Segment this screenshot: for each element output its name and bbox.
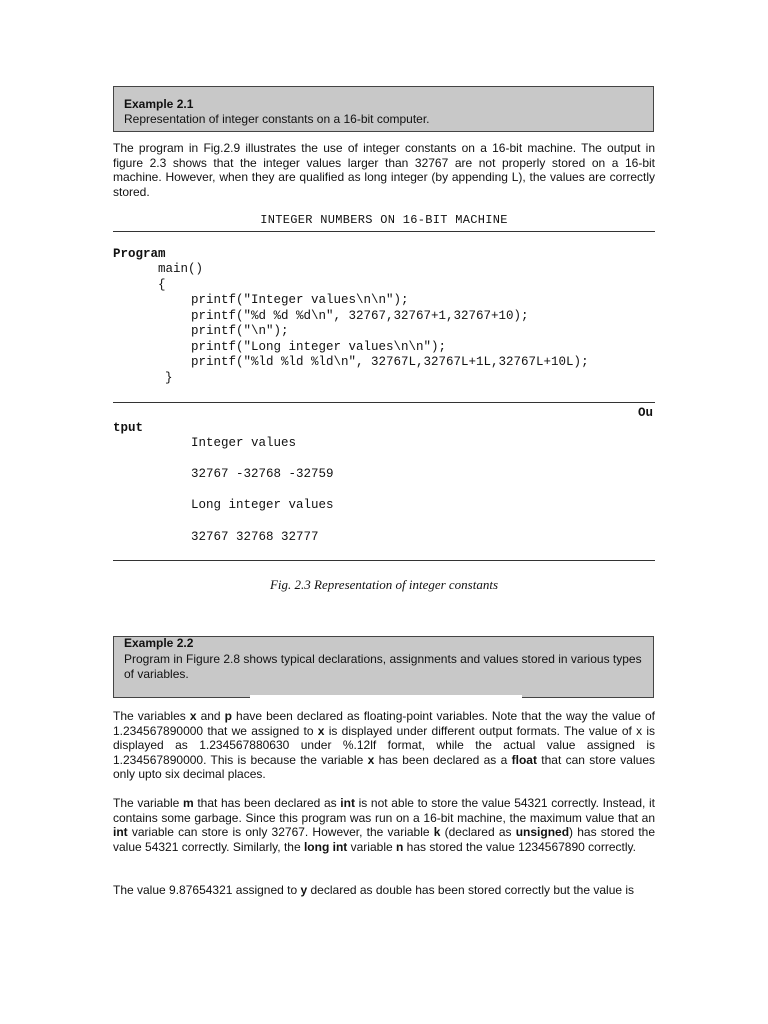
text-run: The value 9.87654321 assigned to	[113, 883, 301, 897]
bold-term: int	[113, 825, 128, 839]
bold-term: k	[433, 825, 441, 839]
text-run: is displayed under different output formats. The value of x is displayed as 1.234567880630 under %.12lf format, while the actual value assigned is 1.234567890000. This is because the variable	[113, 723, 656, 767]
code-line: printf("\n");	[191, 324, 289, 338]
text-run: is not able to store the value 54321 correctly. Instead, it contains some garbage. Since this program was run on a 16-bit machine, the maximum value that an	[113, 796, 655, 825]
divider-bottom	[113, 560, 655, 561]
text-run: has stored the value 1234567890 correctly.	[403, 839, 636, 854]
box-border-gap	[250, 695, 522, 699]
bold-term: long int	[303, 839, 348, 854]
code-line: printf("%d %d %d\n", 32767,32767+1,32767+10);	[191, 309, 529, 323]
code-line: printf("Integer values\n\n");	[191, 293, 409, 307]
text-run: (declared as	[440, 825, 516, 839]
bold-term: n	[396, 839, 404, 854]
text-run: variable can store is only 32767. However, the variable	[127, 825, 434, 839]
code-line: }	[165, 371, 173, 385]
bold-term: x	[367, 752, 375, 767]
code-line: printf("%ld %ld %ld\n", 32767L,32767L+1L,32767L+10L);	[191, 355, 589, 369]
figure-caption: Fig. 2.3 Representation of integer constants	[269, 577, 499, 592]
output-label-part2: tput	[113, 421, 144, 435]
text-run: ) has stored the value 54321 correctly. Similarly, the	[113, 825, 655, 854]
output-line: 32767 -32768 -32759	[191, 467, 334, 481]
intro-paragraph: The program in Fig.2.9 illustrates the use of integer constants on a 16-bit machine. The output in figure 2.3 shows that the integer values larger than 32767 are not properly stored on a 16-bit machine. However, when they are qualified as long integer (by appending L), the values are correctly stored.	[113, 141, 655, 199]
example-box-2-1	[113, 86, 654, 132]
text-run: that can store values only upto six decimal places.	[113, 752, 655, 781]
text-run: declared as double has been stored correctly but the value is	[307, 883, 635, 897]
text-run: The variables	[113, 709, 190, 723]
text-run: have been declared as floating-point variables. Note that the way the value of 1.234567890000 that we assigned to	[113, 709, 655, 738]
code-line: {	[158, 278, 166, 292]
bold-term: int	[340, 796, 355, 810]
text-run: that has been declared as	[193, 796, 341, 810]
example-title: Example 2.2	[124, 636, 194, 650]
example-title: Example 2.1	[124, 97, 194, 111]
divider-top	[113, 231, 655, 232]
bold-term: y	[300, 883, 308, 897]
variables-paragraph	[113, 709, 655, 782]
text-run: The variable	[113, 796, 183, 810]
example-subtitle: Representation of integer constants on a 16-bit computer.	[124, 112, 430, 126]
bold-term: unsigned	[515, 825, 570, 839]
double-paragraph	[113, 883, 655, 898]
program-label: Program	[113, 247, 166, 261]
text-run: and	[196, 709, 225, 723]
bold-term: x	[317, 723, 325, 738]
output-line: 32767 32768 32777	[191, 530, 319, 544]
program-heading: INTEGER NUMBERS ON 16-BIT MACHINE	[260, 213, 508, 227]
int-variable-paragraph	[113, 796, 655, 854]
text-run: variable	[347, 839, 396, 854]
bold-term: x	[189, 709, 197, 723]
bold-term: float	[511, 752, 537, 767]
output-label-part1: Ou	[638, 406, 654, 420]
example-box-2-2	[113, 636, 654, 698]
output-line: Integer values	[191, 436, 297, 450]
bold-term: m	[183, 796, 194, 810]
code-line: main()	[158, 262, 204, 276]
divider-middle	[113, 402, 655, 403]
output-line: Long integer values	[191, 498, 334, 512]
bold-term: p	[224, 709, 232, 723]
code-line: printf("Long integer values\n\n");	[191, 340, 447, 354]
text-run: has been declared as a	[374, 752, 512, 767]
example-subtitle: Program in Figure 2.8 shows typical declarations, assignments and values stored in various types of variables.	[124, 652, 642, 681]
